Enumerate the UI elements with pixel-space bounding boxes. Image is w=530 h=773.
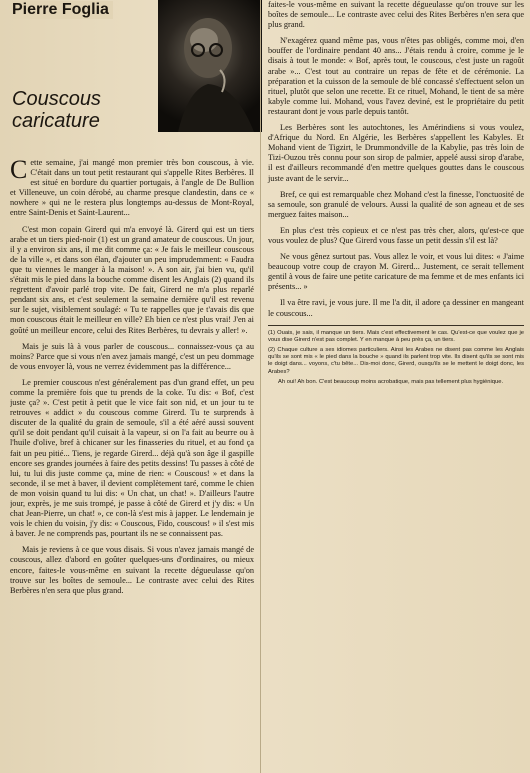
byline: Pierre Foglia (12, 1, 113, 19)
article-header (10, 0, 262, 158)
dropcap: C (10, 155, 28, 184)
footnote-1: (1) Ouais, je sais, il manque un tiers. Mais c'est effectivement le cas. Qu'est-ce que voulez que je vous dise Girerd n'est pas complet. Y en manque à peu près ça, un tiers. (268, 329, 524, 343)
paragraph-5: Mais je reviens à ce que vous disais. Si vous n'avez jamais mangé de couscous, allez d'abord en goûter quelques-uns d'ordinaires, ou mieux encore, faites-le vous-même en suivant la recette dégueulasse qu'on trouve sur les boîtes de semoule... Le contraste avec celui des Rites Berbères n'en sera que plus grand. (10, 545, 254, 595)
footnote-3: Ah oui! Ah bon. C'est beaucoup moins acrobatique, mais pas tellement plus hygiénique. (278, 378, 504, 385)
column-divider (260, 0, 261, 773)
paragraph-1 (10, 155, 262, 219)
paragraph-r1: N'exagérez quand même pas, vous n'êtes pas obligés, comme moi, d'en bouffer de l'ordinaire pendant 40 ans... J'étais rendu à croire, comme je le disais à tout le monde: « Bof, après tout, le couscous, c'est juste un ragoût arabe »... C'est tout au contraire un repas de fête et de cérémonie. La préparation et la cuisson de la semoule de blé concassé s'effectuent selon un rituel, plutôt que selon une recette. Et ce rituel, Mohand, le tient de sa mère kabyle comme lui. Mohand, vous l'avez deviné, est le propriétaire du petit restaurant dont je vous parle depuis tantôt. (268, 36, 524, 116)
paragraph-4: Le premier couscous n'est généralement pas d'un grand effet, un peu comme la première fois que tu prends de la coke. Tu dis: « Bof, c'est juste ça? ». C'est petit à petit que le vice fait son nid, et un jour tu te retrouves « addict » du couscous comme Girerd. Tu te surprends à discuter de la qualité du grain de semoule, s'il a été aéré aussi souvent qu'il se doit pendant qu'il cuisait à la vapeur, si on l'a fait au beurre ou à l'huile d'olive, bref à chicaner sur les finasseries du rituel, et au fond ça fait un peu pitié... Tiens, je regarde Girerd... déjà qu'à son âge il gaspille encore ses grandes journées à faire des petits dessins! Tu passes à côté de lui, tu lui dis juste comme ça, mine de rien: « Couscous! » et dans la seconde, il se met à baver, il devient complètement taré, comme le chien de mon voisin quand tu lui dis: « Un chat, un chat! ». D'ailleurs l'autre jour, exprès, je me suis trompé, je passe à côté de Girerd et j'y dis: « Un chat Jean-Pierre, un chat! », ce con-là s'est mis à japper. Le lendemain je vois le chien du voisin, j'y dis: « Couscous, Fido, couscous! » il s'est mis à baver. Je ne comprends pas, pourtant ils ne se connaissent pas. (10, 377, 254, 539)
paragraph-r3: Bref, ce qui est remarquable chez Mohand c'est la finesse, l'onctuosité de sa semoule, son granulé de velours. Aussi la qualité de son agneau et de ses merguez faites maison... (268, 189, 524, 219)
footnote-rule (268, 325, 524, 326)
footnote-2: (2) Chaque culture a ses idiomes particuliers. Ainsi les Arabes ne disent pas comme les Anglais qu'ils se sont mis « le pied dans la bouche » quand ils parlent trop vite. Ils disent qu'ils se sont mis le doigt dans... voyons, c'tu bête... Dis-moi donc, Girerd, ousqu'ils se le mettent le doigt donc, les Arabes? (268, 347, 524, 375)
paragraph-2: C'est mon copain Girerd qui m'a envoyé là. Girerd qui est un tiers arabe et un tiers pied-noir (1) est un grand amateur de couscous. Un jour, il y a environ six ans, il me dit comme ça: « Je fais le meilleur couscous de la ville », et dans son élan, d'ajouter un peu imprudemment: « Faudra que tu viennes le manger à la maison! ». A son air, j'ai bien vu, qu'il s'était mis le pied dans la bouche comme disent les Anglais (2) quand ils regrettent d'avoir parlé trop vite. De fait, Girerd ne m'a plus reparlé pendant six ans, et c'est seulement la semaine dernière qu'il est revenu sur le sujet, visiblement soulagé: « Tu te rappelles que je t'avais dis que mon couscous était le meilleur en ville? Eh bien ce n'est plus vrai! J'en ai goûté un meilleur encore, celui des Rites Berbères, tu devrais y aller! ». (10, 224, 254, 335)
footnotes (268, 330, 524, 386)
paragraph-r2: Les Berbères sont les autochtones, les Amérindiens si vous voulez, d'Afrique du Nord. En Algérie, les Berbères s'appellent les Kabyles. Et Mohand vient de Tigzirt, le Drummondville de la Kabylie, pas très loin de Tizi-Ouzou très connu pour son sirop de palmier, appelé aussi sirop d'arabe, il est d'ailleurs recommandé d'en mettre quelques gouttes dans le couscous juste avant de le servir... (268, 123, 524, 183)
right-column (262, 0, 524, 773)
headline (12, 88, 162, 132)
paragraph-3: Mais je suis là à vous parler de couscous... connaissez-vous ça au moins? Parce que si vous n'en avez jamais mangé, c'est un peu dommage de vous envoyer là, vous ne verrez évidemment pas la différence... (10, 341, 254, 371)
paragraph-r4: En plus c'est très copieux et ce n'est pas très cher, alors, qu'est-ce que vous voulez de plus? Que Girerd vous fasse un petit dessin s'il est là? (268, 225, 524, 245)
author-photo (158, 0, 262, 132)
headline-line-1: Couscous (12, 88, 101, 110)
paragraph-r0: faites-le vous-même en suivant la recette dégueulasse qu'on trouve sur les boîtes de semoule... Le contraste avec celui des Rites Berbères n'en sera que plus grand. (268, 0, 524, 30)
paragraph-1-text: ette semaine, j'ai mangé mon premier très bon couscous, à vie. C'était dans un tout petit restaurant qui s'appelle Rites Berbères. Il est situé en bordure du quartier portugais, à l'angle de De Bullion et Villeneuve, un coin dérobé, au charme presque clandestin, dans ce « nowhere » qui ne le restera plus longtemps au-dessus de Mont-Royal, entre Saint-Denis et Saint-Laurent... (10, 158, 254, 218)
paragraph-r6: Il va être ravi, je vous jure. Il me l'a dit, il adore ça dessiner en mangeant le couscous... (268, 298, 524, 318)
left-column (10, 0, 262, 773)
paragraph-r5: Ne vous gênez surtout pas. Vous allez le voir, et vous lui dites: « J'aime beaucoup votre coup de crayon M. Girerd... Justement, ce serait tellement gentil à vous de faire une petite caricature de ma femme et de mes enfants ici présents... » (268, 252, 524, 292)
headline-line-2: caricature (12, 110, 100, 132)
